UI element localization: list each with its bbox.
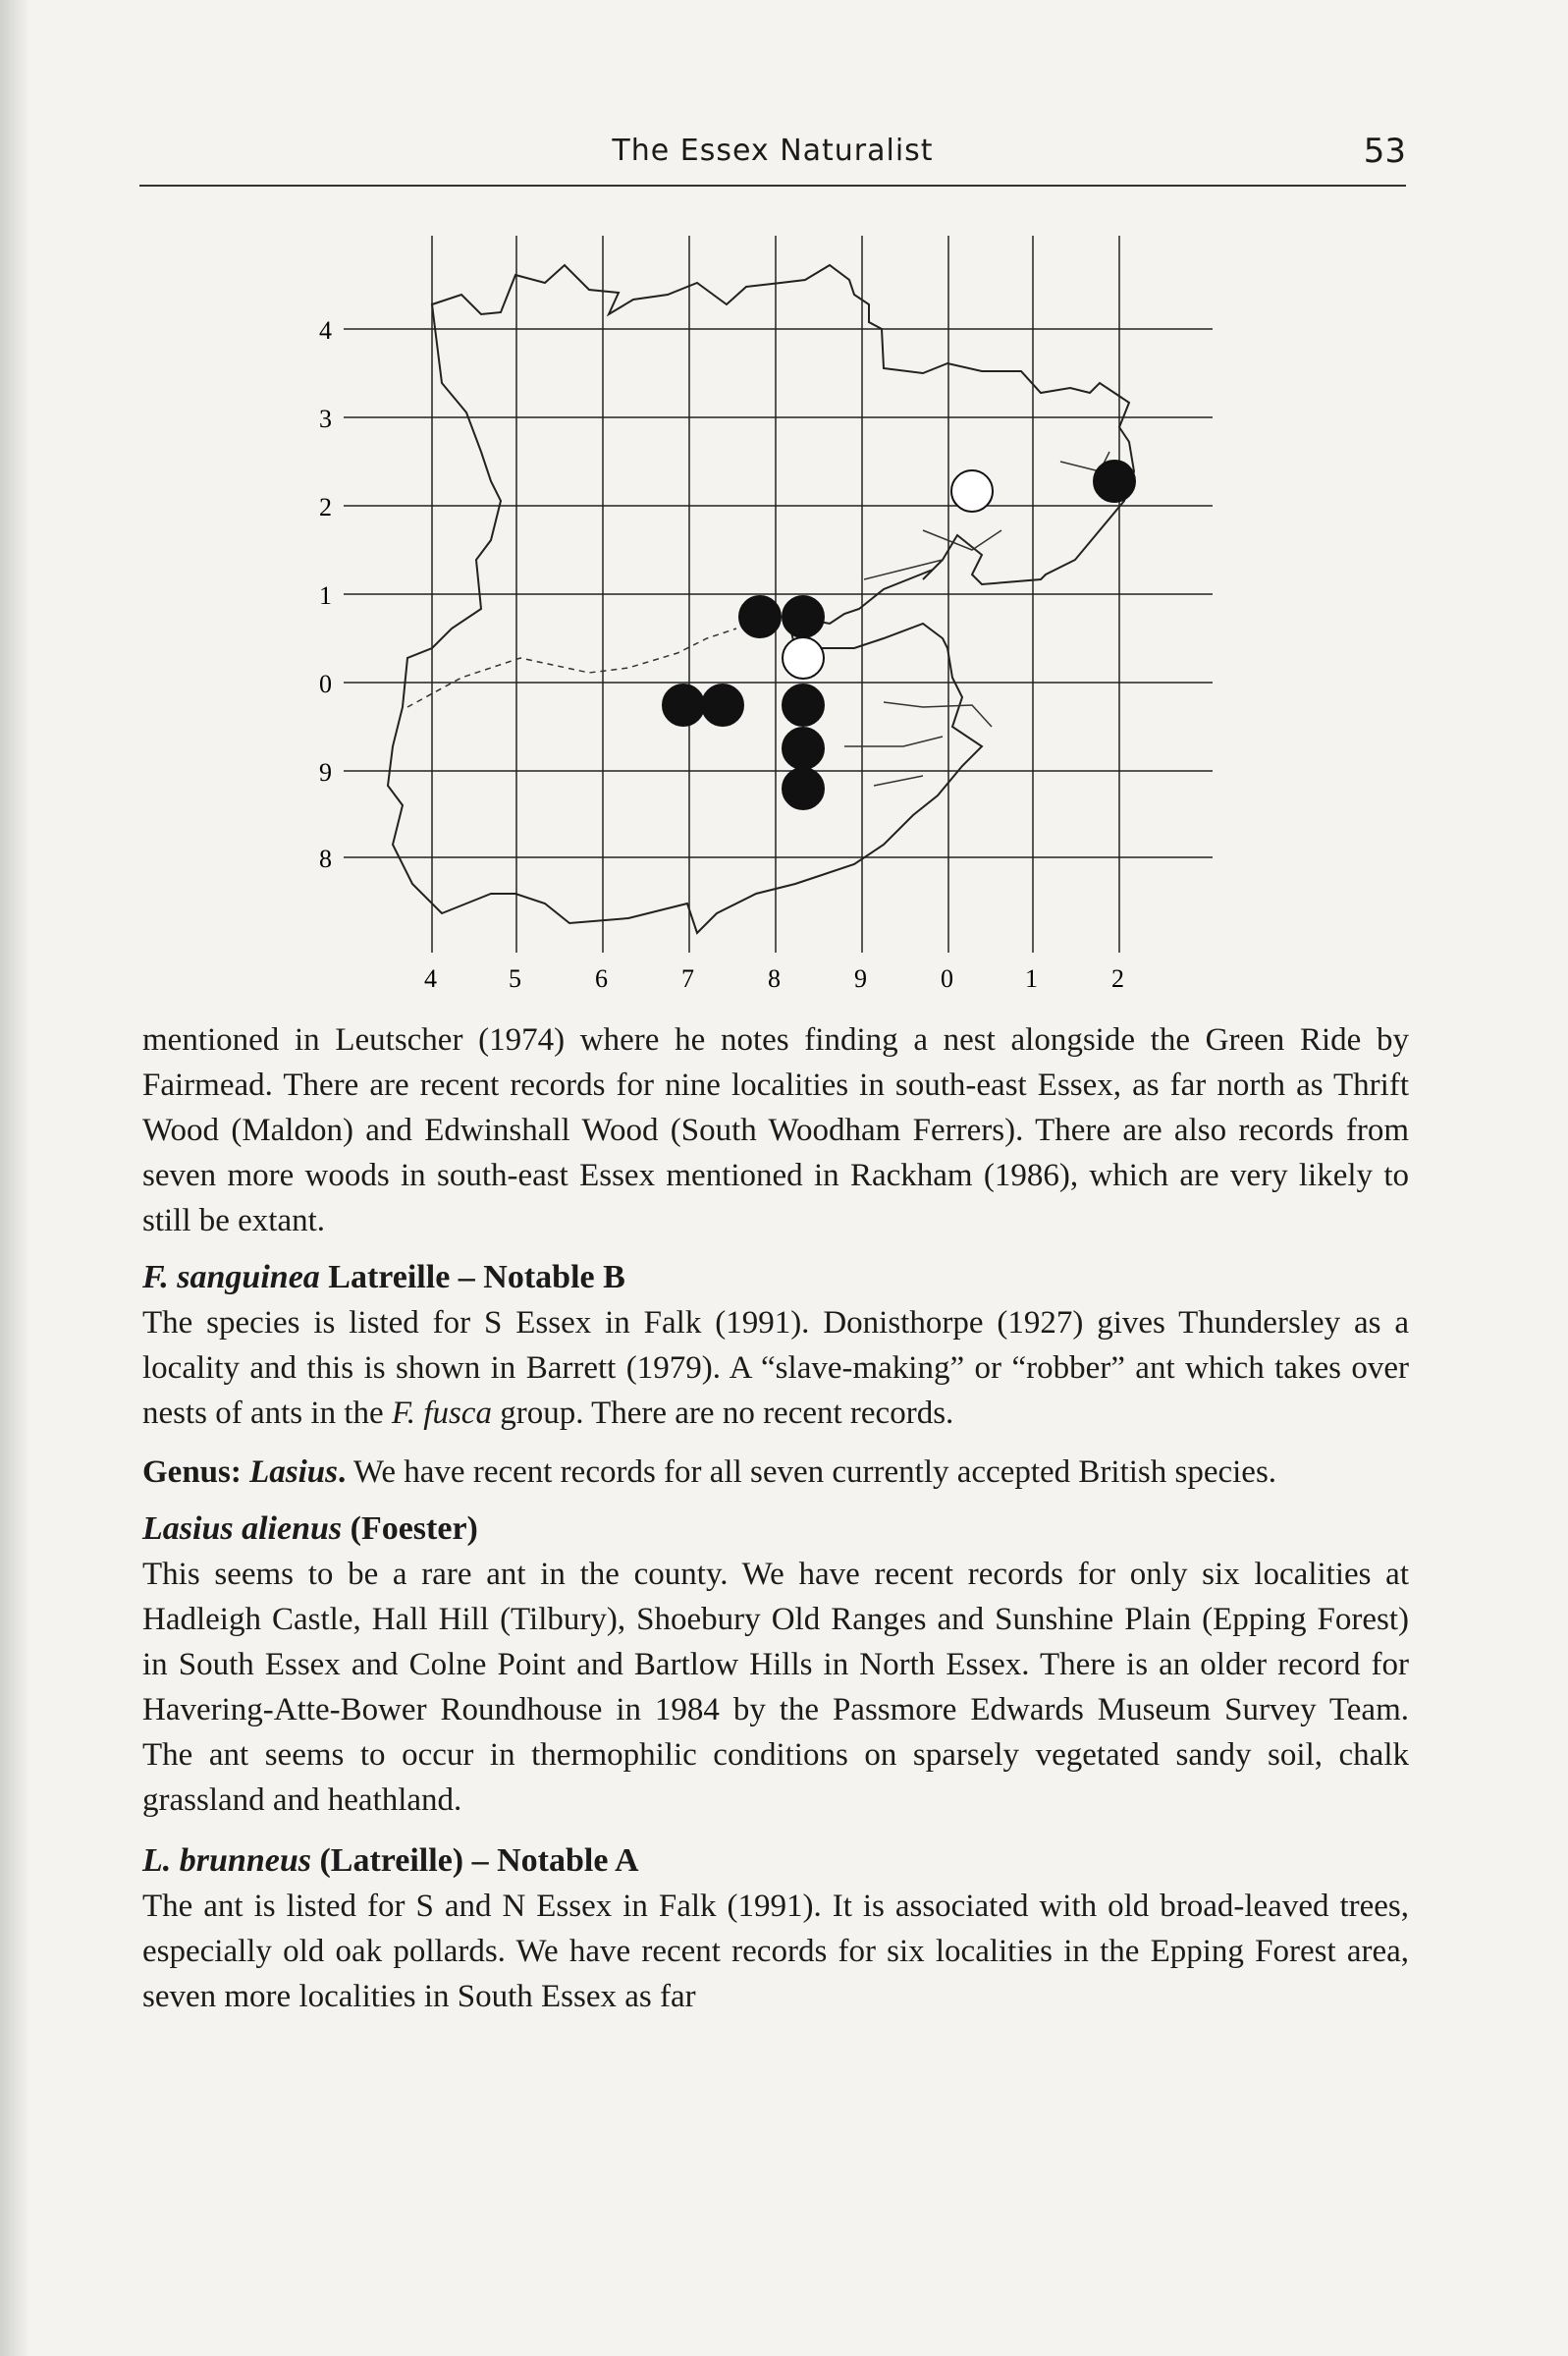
record-dot-recent	[783, 768, 824, 809]
genus-label: Genus:	[142, 1454, 250, 1490]
y-label-4: 4	[319, 316, 332, 345]
genus-dot: .	[337, 1454, 347, 1490]
sanguinea-paragraph	[142, 1300, 1409, 1436]
y-label-1: 1	[319, 581, 332, 610]
record-dot-recent	[783, 685, 824, 726]
brunneus-heading	[142, 1838, 1409, 1884]
page-edge-shadow	[0, 0, 29, 2356]
running-header	[139, 126, 1406, 187]
running-title: The Essex Naturalist	[612, 134, 934, 168]
y-label-8: 8	[319, 845, 332, 873]
x-label-0: 0	[941, 964, 953, 993]
sanguinea-text-end: group. There are no recent records.	[491, 1396, 954, 1431]
sanguinea-name: F. sanguinea	[142, 1259, 320, 1295]
genus-paragraph	[142, 1450, 1409, 1495]
x-label-4: 4	[424, 964, 437, 993]
intro-paragraph: mentioned in Leutscher (1974) where he notes finding a nest alongside the Green Ride by Fairmead. There are recent records for nine localities in south-east Essex, as far north as Thrift Wood (Maldon) and Edwinshall Wood (South Woodham Ferrers). There are also records from seven more woods in south-east Essex mentioned in Rackham (1986), which are very likely to still be extant.	[142, 1022, 1409, 1238]
x-label-9: 9	[854, 964, 867, 993]
x-label-8: 8	[768, 964, 781, 993]
sanguinea-text: The species is listed for S Essex in Falk (1991). Donisthorpe (1927) gives Thundersley as a locality and this is shown in Barrett (1979). A “slave-making” or “robber” ant which takes over nests of ants in the	[142, 1305, 1409, 1431]
x-label-5: 5	[509, 964, 521, 993]
record-dot-recent	[1094, 461, 1135, 502]
alienus-name: Lasius alienus	[142, 1510, 343, 1547]
x-axis-labels	[424, 964, 1124, 993]
alienus-heading	[142, 1507, 1409, 1552]
brunneus-authority: (Latreille) – Notable A	[310, 1842, 639, 1879]
y-label-2: 2	[319, 493, 332, 521]
record-dot-old	[951, 470, 993, 512]
y-label-0: 0	[319, 670, 332, 698]
record-dot-recent	[702, 685, 743, 726]
record-dot-recent	[739, 596, 781, 637]
genus-text: We have recent records for all seven currently accepted British species.	[346, 1454, 1277, 1490]
x-label-7: 7	[681, 964, 694, 993]
map-grid	[344, 236, 1213, 953]
brunneus-paragraph: The ant is listed for S and N Essex in Falk (1991). It is associated with old broad-leaved trees, especially old oak pollards. We have recent records for six localities in the Epping Forest area, seven more localities in South Essex as far	[142, 1889, 1409, 2014]
record-dots	[663, 461, 1135, 809]
article-body	[142, 1017, 1409, 2019]
y-label-9: 9	[319, 758, 332, 787]
x-label-6: 6	[595, 964, 608, 993]
sanguinea-italic: F. fusca	[391, 1396, 492, 1431]
alienus-paragraph: This seems to be a rare ant in the county. We have recent records for only six localities at Hadleigh Castle, Hall Hill (Tilbury), Shoebury Old Ranges and Sunshine Plain (Epping Forest) in South Essex and Colne Point and Bartlow Hills in North Essex. There is an older record for Havering-Atte-Bower Roundhouse in 1984 by the Passmore Edwards Museum Survey Team. The ant seems to occur in thermophilic conditions on sparsely vegetated sandy soil, chalk grassland and heathland.	[142, 1557, 1409, 1818]
y-label-3: 3	[319, 405, 332, 433]
distribution-map	[295, 236, 1227, 1002]
record-dot-old	[783, 637, 824, 679]
record-dot-recent	[783, 728, 824, 769]
record-dot-recent	[783, 596, 824, 637]
y-axis-labels	[319, 316, 332, 873]
sanguinea-heading	[142, 1255, 1409, 1300]
brunneus-name: L. brunneus	[142, 1842, 311, 1879]
record-dot-recent	[663, 685, 704, 726]
x-label-2: 2	[1111, 964, 1124, 993]
page-number: 53	[1363, 132, 1406, 171]
genus-name: Lasius	[249, 1454, 338, 1490]
x-label-1: 1	[1025, 964, 1038, 993]
sanguinea-authority: Latreille – Notable B	[319, 1259, 625, 1295]
alienus-authority: (Foester)	[342, 1510, 478, 1547]
